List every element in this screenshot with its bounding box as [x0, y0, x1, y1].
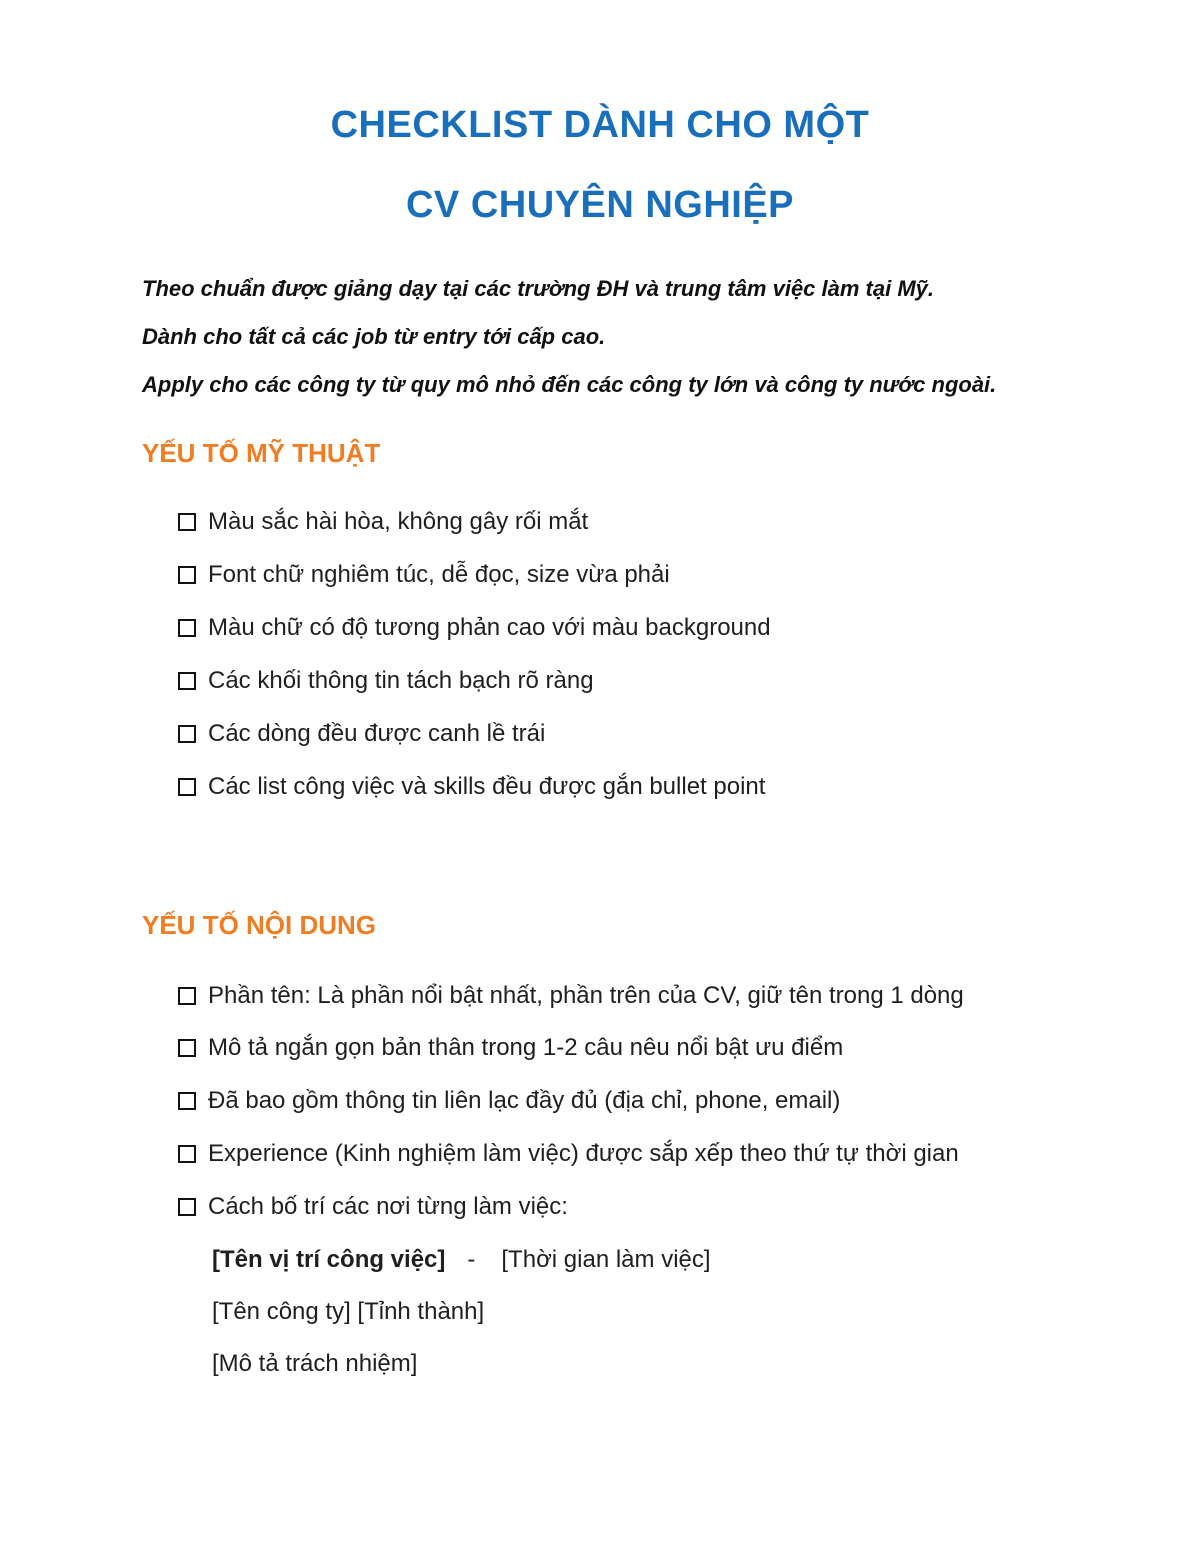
checklist-item[interactable] [178, 1193, 568, 1221]
intro-line-2: Dành cho tất cả các job từ entry tới cấp cao. [142, 324, 606, 349]
checkbox-icon[interactable] [178, 778, 196, 796]
checkbox-icon[interactable] [178, 1145, 196, 1163]
checklist-item-label: Màu chữ có độ tương phản cao với màu background [208, 614, 771, 641]
separator-dash: - [467, 1246, 476, 1273]
checklist-item[interactable] [178, 1034, 843, 1062]
checklist-item-label: Các list công việc và skills đều được gắn bullet point [208, 773, 766, 800]
checklist-item-label: Đã bao gồm thông tin liên lạc đầy đủ (địa chỉ, phone, email) [208, 1087, 841, 1114]
section-heading-content: YẾU TỐ NỘI DUNG [142, 910, 377, 940]
checklist-item-label: Cách bố trí các nơi từng làm việc: [208, 1193, 568, 1220]
checklist-item-label: Experience (Kinh nghiệm làm việc) được sắp xếp theo thứ tự thời gian [208, 1140, 959, 1167]
checklist-item[interactable] [178, 773, 765, 801]
checkbox-icon[interactable] [178, 513, 196, 531]
checklist-item[interactable] [178, 720, 545, 748]
layout-example-position-line [212, 1246, 711, 1274]
checklist-item[interactable] [178, 561, 670, 589]
checkbox-icon[interactable] [178, 566, 196, 584]
checklist-item[interactable] [178, 1087, 840, 1115]
layout-example-company-line: [Tên công ty] [Tỉnh thành] [212, 1298, 485, 1325]
checklist-item-label: Font chữ nghiêm túc, dễ đọc, size vừa phải [208, 561, 670, 588]
intro-line-1: Theo chuẩn được giảng dạy tại các trường ĐH và trung tâm việc làm tại Mỹ. [142, 276, 935, 301]
document-title-line-2: CV CHUYÊN NGHIỆP [405, 184, 795, 226]
checklist-item-label: Phần tên: Là phần nổi bật nhất, phần trên của CV, giữ tên trong 1 dòng [208, 982, 964, 1009]
checklist-item[interactable] [178, 1140, 959, 1168]
checkbox-icon[interactable] [178, 1198, 196, 1216]
document-title-line-1: CHECKLIST DÀNH CHO MỘT [330, 104, 870, 146]
checklist-item[interactable] [178, 982, 964, 1010]
checklist-item-label: Các dòng đều được canh lề trái [208, 720, 546, 747]
time-placeholder: [Thời gian làm việc] [501, 1246, 711, 1273]
checklist-item[interactable] [178, 614, 771, 642]
checkbox-icon[interactable] [178, 619, 196, 637]
checkbox-icon[interactable] [178, 987, 196, 1005]
checkbox-icon[interactable] [178, 725, 196, 743]
checklist-item[interactable] [178, 508, 588, 536]
checkbox-icon[interactable] [178, 1039, 196, 1057]
checklist-item-label: Màu sắc hài hòa, không gây rối mắt [208, 508, 589, 535]
intro-line-3: Apply cho các công ty từ quy mô nhỏ đến các công ty lớn và công ty nước ngoài. [142, 372, 997, 397]
position-placeholder: [Tên vị trí công việc] [212, 1246, 446, 1273]
checklist-item-label: Các khối thông tin tách bạch rõ ràng [208, 667, 594, 694]
layout-example-responsibility-line: [Mô tả trách nhiệm] [212, 1350, 418, 1377]
checklist-item-label: Mô tả ngắn gọn bản thân trong 1-2 câu nêu nổi bật ưu điểm [208, 1034, 844, 1061]
checklist-item[interactable] [178, 667, 594, 695]
checkbox-icon[interactable] [178, 672, 196, 690]
checkbox-icon[interactable] [178, 1092, 196, 1110]
section-heading-aesthetics: YẾU TỐ MỸ THUẬT [142, 438, 381, 468]
